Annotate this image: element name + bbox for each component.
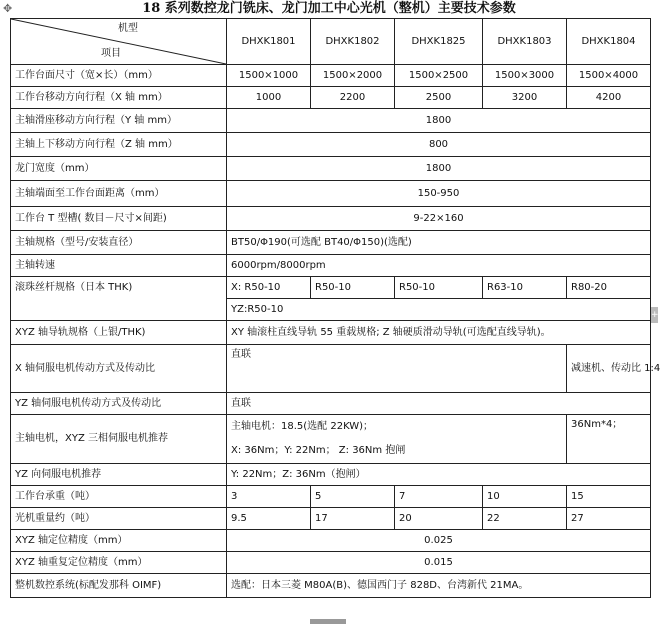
model-header: DHXK1804 xyxy=(567,19,651,65)
header-corner-cell xyxy=(11,19,227,65)
table-row xyxy=(11,345,651,393)
row-label: 主轴电机，XYZ 三相伺服电机推荐 xyxy=(11,415,227,464)
model-header: DHXK1825 xyxy=(395,19,483,65)
row-label: XYZ 轴重复定位精度（mm） xyxy=(11,552,227,574)
table-cell: 1500×2000 xyxy=(311,65,395,87)
table-cell: 5 xyxy=(311,486,395,508)
table-cell: 减速机、传动比 1:4 xyxy=(567,345,651,393)
table-row xyxy=(11,157,651,181)
row-label: 主轴端面至工作台面距离（mm） xyxy=(11,181,227,207)
table-cell: 6000rpm/8000rpm xyxy=(227,255,651,277)
table-row xyxy=(11,277,651,299)
table-resize-handle[interactable] xyxy=(310,619,346,624)
table-cell: 9-22×160 xyxy=(227,207,651,231)
table-cell: 1000 xyxy=(227,87,311,109)
table-cell: 选配：日本三菱 M80A(B)、德国西门子 828D、台湾新代 21MA。 xyxy=(227,574,651,598)
table-cell: 27 xyxy=(567,508,651,530)
table-cell: 0.025 xyxy=(227,530,651,552)
table-row xyxy=(11,133,651,157)
table-cell: BT50/Φ190(可选配 BT40/Φ150)(选配) xyxy=(227,231,651,255)
row-label: 主轴规格（型号/安装直径） xyxy=(11,231,227,255)
table-cell: X: R50-10 xyxy=(227,277,311,299)
table-cell: 7 xyxy=(395,486,483,508)
table-cell: 1800 xyxy=(227,109,651,133)
row-label: 龙门宽度（mm） xyxy=(11,157,227,181)
table-row xyxy=(11,321,651,345)
table-cell: Y: 22Nm；Z: 36Nm（抱闸） xyxy=(227,464,651,486)
table-cell: 3200 xyxy=(483,87,567,109)
table-row xyxy=(11,393,651,415)
table-row xyxy=(11,231,651,255)
table-cell: YZ:R50-10 xyxy=(227,299,651,321)
table-cell: 4200 xyxy=(567,87,651,109)
table-row xyxy=(11,65,651,87)
table-row xyxy=(11,87,651,109)
row-label: YZ 向伺服电机推荐 xyxy=(11,464,227,486)
row-label: 主轴转速 xyxy=(11,255,227,277)
model-header: DHXK1803 xyxy=(483,19,567,65)
table-cell: R63-10 xyxy=(483,277,567,299)
table-cell: 22 xyxy=(483,508,567,530)
table-row xyxy=(11,109,651,133)
model-header: DHXK1801 xyxy=(227,19,311,65)
row-label: 工作台面尺寸（宽×长）（mm） xyxy=(11,65,227,87)
table-cell: 1800 xyxy=(227,157,651,181)
table-row xyxy=(11,486,651,508)
table-row xyxy=(11,255,651,277)
row-label: 主轴滑座移动方向行程（Y 轴 mm） xyxy=(11,109,227,133)
table-row xyxy=(11,574,651,598)
table-cell: 3 xyxy=(227,486,311,508)
table-cell: 17 xyxy=(311,508,395,530)
row-label: 工作台 T 型槽( 数目－尺寸×间距) xyxy=(11,207,227,231)
table-cell: 直联 xyxy=(227,393,651,415)
row-label: 光机重量约（吨） xyxy=(11,508,227,530)
row-label: XYZ 轴导轨规格（上银/THK) xyxy=(11,321,227,345)
table-cell: R50-10 xyxy=(395,277,483,299)
table-row xyxy=(11,530,651,552)
table-cell: 1500×4000 xyxy=(567,65,651,87)
row-label: 工作台承重（吨） xyxy=(11,486,227,508)
table-cell: R50-10 xyxy=(311,277,395,299)
row-label: 滚珠丝杆规格（日本 THK) xyxy=(11,277,227,321)
table-cell: 0.015 xyxy=(227,552,651,574)
row-label: 主轴上下移动方向行程（Z 轴 mm） xyxy=(11,133,227,157)
table-row xyxy=(11,552,651,574)
page-title: 18 系列数控龙门铣床、龙门加工中心光机（整机）主要技术参数 xyxy=(142,1,516,16)
table-cell: 直联 xyxy=(227,345,567,393)
add-column-handle-icon[interactable]: + xyxy=(651,307,658,323)
motor-line-1: 主轴电机：18.5(选配 22KW)； xyxy=(231,421,374,432)
table-cell xyxy=(227,415,567,464)
row-label: XYZ 轴定位精度（mm） xyxy=(11,530,227,552)
table-cell: R80-20 xyxy=(567,277,651,299)
table-row xyxy=(11,181,651,207)
table-cell: 2500 xyxy=(395,87,483,109)
table-cell: 150-950 xyxy=(227,181,651,207)
header-item-label: 项目 xyxy=(101,48,121,59)
table-cell: 1500×1000 xyxy=(227,65,311,87)
table-header-row xyxy=(11,19,651,65)
motor-line-2: X: 36Nm；Y: 22Nm； Z: 36Nm 抱闸 xyxy=(231,445,406,456)
spec-table xyxy=(10,18,660,598)
table-cell: 20 xyxy=(395,508,483,530)
row-label: 工作台移动方向行程（X 轴 mm） xyxy=(11,87,227,109)
table-row xyxy=(11,464,651,486)
table-cell: 9.5 xyxy=(227,508,311,530)
table-cell: 800 xyxy=(227,133,651,157)
model-header: DHXK1802 xyxy=(311,19,395,65)
table-row xyxy=(11,508,651,530)
table-cell: 15 xyxy=(567,486,651,508)
move-handle-icon[interactable]: ✥ xyxy=(3,2,13,15)
row-label: YZ 轴伺服电机传动方式及传动比 xyxy=(11,393,227,415)
table-cell: 2200 xyxy=(311,87,395,109)
row-label: X 轴伺服电机传动方式及传动比 xyxy=(11,345,227,393)
table-row xyxy=(11,207,651,231)
header-model-label: 机型 xyxy=(118,23,138,34)
row-label: 整机数控系统(标配发那科 OIMF) xyxy=(11,574,227,598)
table-cell: XY 轴滚柱直线导轨 55 重载规格; Z 轴硬质滑动导轨(可选配直线导轨)。 xyxy=(227,321,651,345)
table-cell: 36Nm*4； xyxy=(567,415,651,464)
table-cell: 10 xyxy=(483,486,567,508)
table-row xyxy=(11,415,651,464)
table-cell: 1500×3000 xyxy=(483,65,567,87)
table-cell: 1500×2500 xyxy=(395,65,483,87)
